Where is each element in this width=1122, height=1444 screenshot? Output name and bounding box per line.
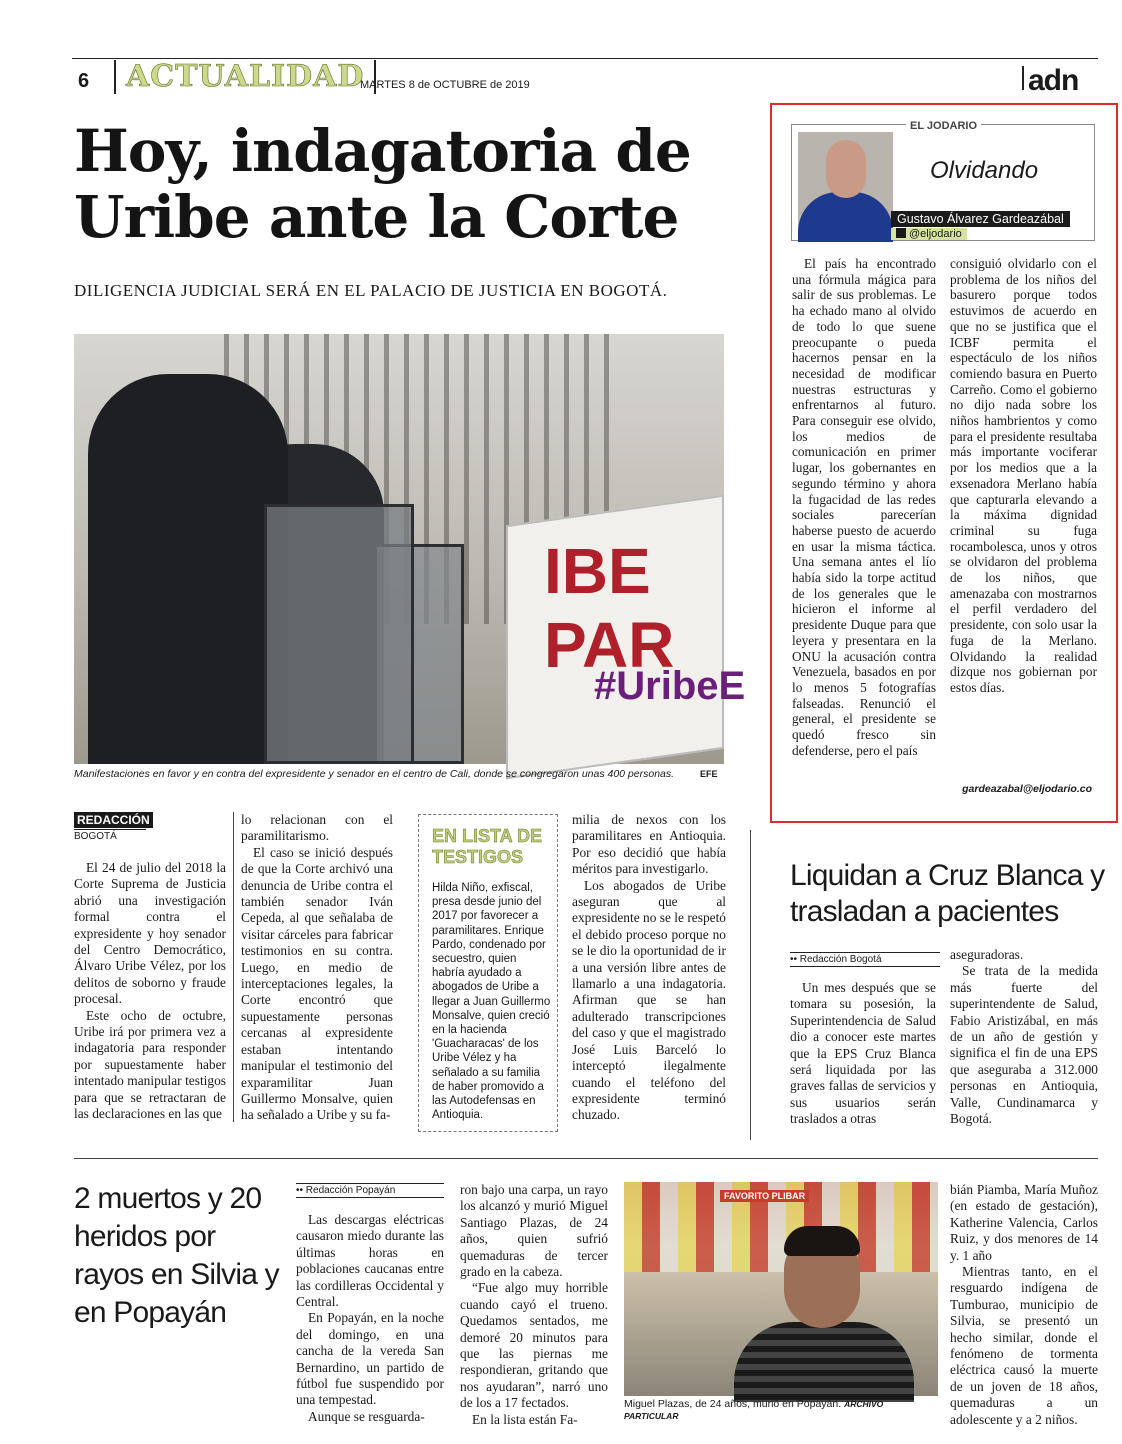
- paragraph: Mientras tanto, en el resguardo indígena de Tumburao, municipio de Silvia, se presentó un hecho similar, donde el fenómeno de tormenta eléctrica causó la muerte de un joven de 18 años, quemaduras a un adolescente y a 2 niños.: [950, 1264, 1098, 1427]
- victim-photo: [624, 1182, 938, 1396]
- article-column: [572, 812, 726, 1124]
- page-number: 6: [78, 70, 90, 92]
- photo-credit: EFE: [700, 769, 718, 779]
- victim-hair: [784, 1226, 860, 1256]
- columnist-photo: [798, 132, 893, 236]
- adn-logo: adn: [1028, 64, 1079, 97]
- main-headline: Hoy, indagatoria de Uribe ante la Corte: [74, 117, 691, 251]
- banner-hashtag: #UribeE: [594, 664, 746, 708]
- caption-text: Miguel Plazas, de 24 años, murió en Popayán.: [624, 1398, 842, 1410]
- article-column: [460, 1182, 608, 1428]
- victim-photo-caption: [624, 1398, 938, 1422]
- sidebar-body: Hilda Niño, exfiscal, presa desde junio del 2017 por favorecer a paramilitares. Enrique Pardo, condenado por secuestro, quien habría ayudado a abogados de Uribe a llegar a Juan Guillermo Monsalve, quien creció en la hacienda 'Guacharacas' de los Uribe Vélez y ha señalado a su familia de haber promovido a las Autodefensas en Antioquia.: [432, 882, 551, 1122]
- column-title: Olvidando: [930, 157, 1039, 184]
- protest-photo: [74, 334, 746, 764]
- paragraph: Aunque se resguarda-: [308, 1408, 425, 1424]
- main-deck: DILIGENCIA JUDICIAL SERÁ EN EL PALACIO DE JUSTICIA EN BOGOTÁ.: [74, 281, 668, 300]
- paragraph: Las descargas eléctricas causaron miedo durante las últimas horas en poblaciones caucanas entre las cordilleras Occidental y Central.: [296, 1212, 444, 1310]
- paragraph: bián Piamba, María Muñoz (en estado de gestación), Katherine Valencia, Carlos Ruiz, y dos menores de 14 y. 1 año: [950, 1182, 1098, 1263]
- cruz-blanca-headline: Liquidan a Cruz Blanca y trasladan a pacientes: [790, 859, 1105, 928]
- twitter-handle: [891, 228, 967, 240]
- article-column: [74, 860, 226, 1123]
- article-column: [790, 980, 936, 1128]
- paragraph: aseguradoras.: [950, 947, 1024, 962]
- caption-credit: ARCHIVO PARTICULAR: [624, 1399, 884, 1421]
- photo-caption: Manifestaciones en favor y en contra del expresidente y senador en el centro de Cali, donde se congregaron unas 400 personas.: [74, 768, 675, 780]
- issue-date: MARTES 8 de OCTUBRE de 2019: [360, 79, 530, 91]
- victim-shirt: [734, 1322, 914, 1402]
- paragraph: milia de nexos con los paramilitares en Antioquia. Por eso decidió que había méritos para investigarlo.: [572, 812, 726, 877]
- paragraph: ron bajo una carpa, un rayo los alcanzó y murió Miguel Santiago Plazas, de 24 años, quien sufrió quemaduras de tercer grado en la cabeza.: [460, 1182, 608, 1280]
- paragraph: “Fue algo muy horrible cuando cayó el trueno. Quedamos sentados, me demoré 20 minutos para que las piernas me respondieran, gritando que nos ayudaran”, narró uno de los a 17 fectados.: [460, 1280, 608, 1411]
- article-column: [950, 947, 1098, 1127]
- riot-shield: [264, 504, 414, 764]
- section-rule: [750, 830, 751, 1140]
- columnist-face: [826, 140, 866, 198]
- columnist-email: gardeazabal@eljodario.co: [962, 783, 1092, 795]
- logo-divider: [1022, 66, 1024, 90]
- column-label: EL JODARIO: [906, 120, 981, 132]
- paragraph: lo relacionan con el paramilitarismo.: [241, 812, 393, 844]
- paragraph: Este ocho de octubre, Uribe irá por primera vez a indagatoria para responder por supuestamente haber intentado manipular testigos para que se retractaran de las declaraciones en las que: [74, 1007, 226, 1122]
- paragraph: En la lista están Fa-: [472, 1411, 578, 1427]
- column-text: [792, 256, 936, 759]
- section-rule: [74, 1158, 1098, 1159]
- column-text: [950, 256, 1097, 696]
- article-column: [950, 1182, 1098, 1428]
- columnist-name: Gustavo Álvarez Gardeazábal: [891, 211, 1070, 227]
- store-sign: FAVORITO PLIBAR: [720, 1190, 809, 1202]
- sidebar-title: EN LISTA DE TESTIGOS: [432, 826, 543, 867]
- byline-city: BOGOTÁ: [74, 829, 146, 842]
- article-column: [296, 1212, 444, 1425]
- paragraph: consiguió olvidarlo con el problema de los niños del basurero porque todos estuvimos de acuerdo en que no se justifica que el ICBF permita el espectáculo de los niños comiendo basura en Puerto Carreño. Como el gobierno no dijo nada sobre los niños hambrientos y como para el presidente resultaba más importante vociferar por los medios que a la exsenadora Merlano había que capturarla elevando a la máxima dignidad criminal su fuga rocambolesca, unos y otros se olvidaron del problema de los niños, que amenazaba con mostrarnos el perfil verdadero del presidente, con solo usar la fuga de la Merlano. Olvidando la realidad dizque nos gobiernan por estos días.: [950, 256, 1097, 695]
- rayos-headline: 2 muertos y 20 heridos por rayos en Silvia y en Popayán: [74, 1182, 279, 1329]
- column-rule: [233, 812, 234, 1122]
- cruz-blanca-byline: •• Redacción Bogotá: [790, 952, 940, 967]
- paragraph: El país ha encontrado una fórmula mágica para salir de sus problemas. Le ha echado mano al olvido de todo lo que suene preocupante o pueda hacernos pensar en la necesidad de modificar nuestras estructuras y enfrentarnos al futuro. Para conseguir ese olvido, los medios de comunicación en primer lugar, los gobernantes en segundo término y ahora la fugacidad de las redes sociales parecerían haberse puesto de acuerdo en usar la misma táctica. Una semana antes el lío había sido la torpe actitud de los generales que le hicieron el informe al presidente Duque para que leyera y presentara en la ONU la acusación contra Venezuela, basados en por lo menos 5 fotografías falseadas. Renunció el general, el presidente se quedó fresco sin defenderse, pero el país: [792, 256, 936, 758]
- paragraph: En Popayán, en la noche del domingo, en una cancha de la vereda San Bernardino, un partido de fútbol fue suspendido por una tempestad.: [296, 1310, 444, 1408]
- article-column: [241, 812, 393, 1124]
- paragraph: Los abogados de Uribe aseguran que al expresidente no se le respetó el debido proceso porque no se le dio la oportunidad de ir a una versión libre antes de llamarlo a una indagatoria. Afirman que se han adulterado transcripciones del caso y que el magistrado José Luis Barceló lo interceptó ilegalmente cuando el teléfono del expresidente terminó chuzado.: [572, 877, 726, 1123]
- paragraph: Un mes después que se tomara su posesión, la Superintendencia de Salud dio a conocer este martes que la EPS Cruz Blanca será liquidada por las graves fallas de servicios y sus usuarios serán traslados a otras: [790, 980, 936, 1127]
- section-name: ACTUALIDAD: [126, 59, 365, 94]
- riot-police-figure: [88, 374, 288, 764]
- byline: REDACCIÓN: [74, 812, 153, 828]
- paragraph: El 24 de julio del 2018 la Corte Suprema de Justicia abrió una investigación formal contra el expresidente y hoy senador del Centro Democrático, Álvaro Uribe Vélez, por los delitos de soborno y fraude procesal.: [74, 860, 226, 1007]
- paragraph: El caso se inició después de que la Corte archivó una denuncia de Uribe contra el también senador Iván Cepeda, al que señalaba de visitar cárceles para fabricar testimonios en su contra. Luego, en medio de interceptaciones legales, la Corte encontró que supuestamente personas cercanas al expresidente estaban intentando manipular el testimonio del exparamilitar Juan Guillermo Monsalve, quien ha señalado a Uribe y su fa-: [241, 844, 393, 1123]
- twitter-icon: [896, 228, 906, 238]
- banner-text: IBE PAR: [544, 535, 675, 681]
- columnist-suit: [798, 192, 893, 242]
- section-box: [114, 60, 376, 94]
- twitter-handle-text: @eljodario: [909, 228, 962, 240]
- paragraph: Se trata de la medida más fuerte del superintendente de Salud, Fabio Aristizábal, en más de un año de gestión y significa el fin de una EPS que aseguraba a 312.000 personas en Antioquia, Valle, Cundinamarca y Bogotá.: [950, 963, 1098, 1127]
- rayos-byline: •• Redacción Popayán: [296, 1183, 444, 1198]
